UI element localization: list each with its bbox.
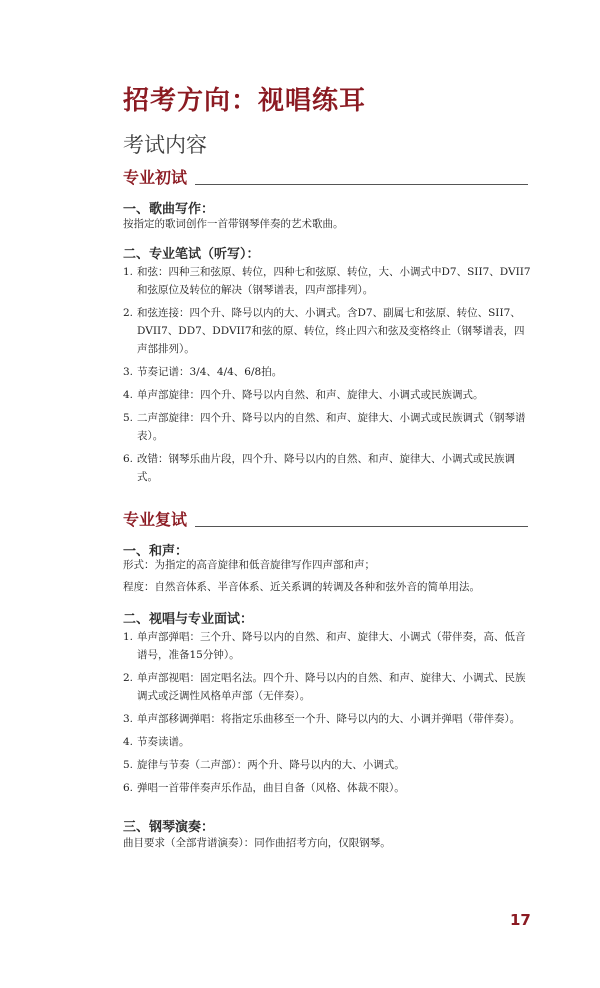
song-writing-text: 按指定的歌词创作一首带钢琴伴奏的艺术歌曲。 xyxy=(123,218,344,230)
piano-requirement-text: 曲目要求（全部背谱演奏）：同作曲招考方向，仅限钢琴。 xyxy=(123,837,391,849)
subsection-heading-song: 一、歌曲写作： xyxy=(123,202,215,217)
section-divider xyxy=(195,184,528,185)
subsection-heading-harmony: 一、和声： xyxy=(123,544,189,559)
harmony-form-text: 形式：为指定的高音旋律和低音旋律写作四声部和声； xyxy=(123,559,375,571)
page-subtitle: 考试内容 xyxy=(123,133,207,157)
section-heading-initial xyxy=(123,165,528,188)
list-item: 6. 弹唱一首带伴奏声乐作品，曲目自备（风格、体裁不限）。 xyxy=(123,782,405,794)
written-exam-list xyxy=(123,263,535,486)
list-item: 1. 单声部弹唱：三个升、降号以内的自然、和声、旋律大、小调式（带伴奏，高、低音谱号，准备15分钟）。 xyxy=(123,631,526,661)
page-title: 招考方向：视唱练耳 xyxy=(123,86,367,116)
list-item: 4. 单声部旋律：四个升、降号以内自然、和声、旋律大、小调式或民族调式。 xyxy=(123,389,484,401)
list-item: 3. 节奏记谱：3/4、4/4、6/8拍。 xyxy=(123,366,283,378)
list-item: 1. 和弦：四种三和弦原、转位，四种七和弦原、转位，大、小调式中D7、SII7、DVII7和弦原位及转位的解决（钢琴谱表，四声部排列）。 xyxy=(123,266,531,296)
sight-singing-list-block xyxy=(123,628,535,802)
list-item: 5. 旋律与节奏（二声部）：两个升、降号以内的大、小调式。 xyxy=(123,759,405,771)
subsection-heading-piano: 三、钢琴演奏： xyxy=(123,820,215,835)
section-heading-label: 专业复试 xyxy=(123,510,188,529)
harmony-block xyxy=(123,556,535,596)
list-item: 2. 单声部视唱：固定唱名法。四个升、降号以内的自然、和声、旋律大、小调式、民族调式或泛调性风格单声部（无伴奏）。 xyxy=(123,672,526,702)
list-item: 4. 节奏读谱。 xyxy=(123,736,190,748)
list-item: 2. 和弦连接：四个升、降号以内的大、小调式。含D7、副属七和弦原、转位、SII7、DVII7、DD7、DDVII7和弦的原、转位，终止四六和弦及变格终止（钢琴谱表，四声部排列）。 xyxy=(123,307,525,355)
subsection-heading-sight: 二、视唱与专业面试： xyxy=(123,612,254,627)
harmony-level-text: 程度：自然音体系、半音体系、近关系调的转调及各种和弦外音的简单用法。 xyxy=(123,581,480,593)
section-heading-retest xyxy=(123,507,528,530)
list-item: 5. 二声部旋律：四个升、降号以内的自然、和声、旋律大、小调式或民族调式（钢琴谱表）。 xyxy=(123,412,526,442)
written-exam-list-block xyxy=(123,263,535,491)
subsection-heading-written: 二、专业笔试（听写）： xyxy=(123,247,260,262)
sight-singing-list xyxy=(123,628,535,797)
list-item: 3. 单声部移调弹唱：将指定乐曲移至一个升、降号以内的大、小调并弹唱（带伴奏）。 xyxy=(123,713,521,725)
list-item: 6. 改错：钢琴乐曲片段，四个升、降号以内的自然、和声、旋律大、小调式或民族调式。 xyxy=(123,453,515,483)
section-divider xyxy=(195,526,528,527)
page-number: 17 xyxy=(510,911,531,929)
section-heading-label: 专业初试 xyxy=(123,168,188,187)
piano-block xyxy=(123,834,535,852)
song-writing-block xyxy=(123,215,535,233)
